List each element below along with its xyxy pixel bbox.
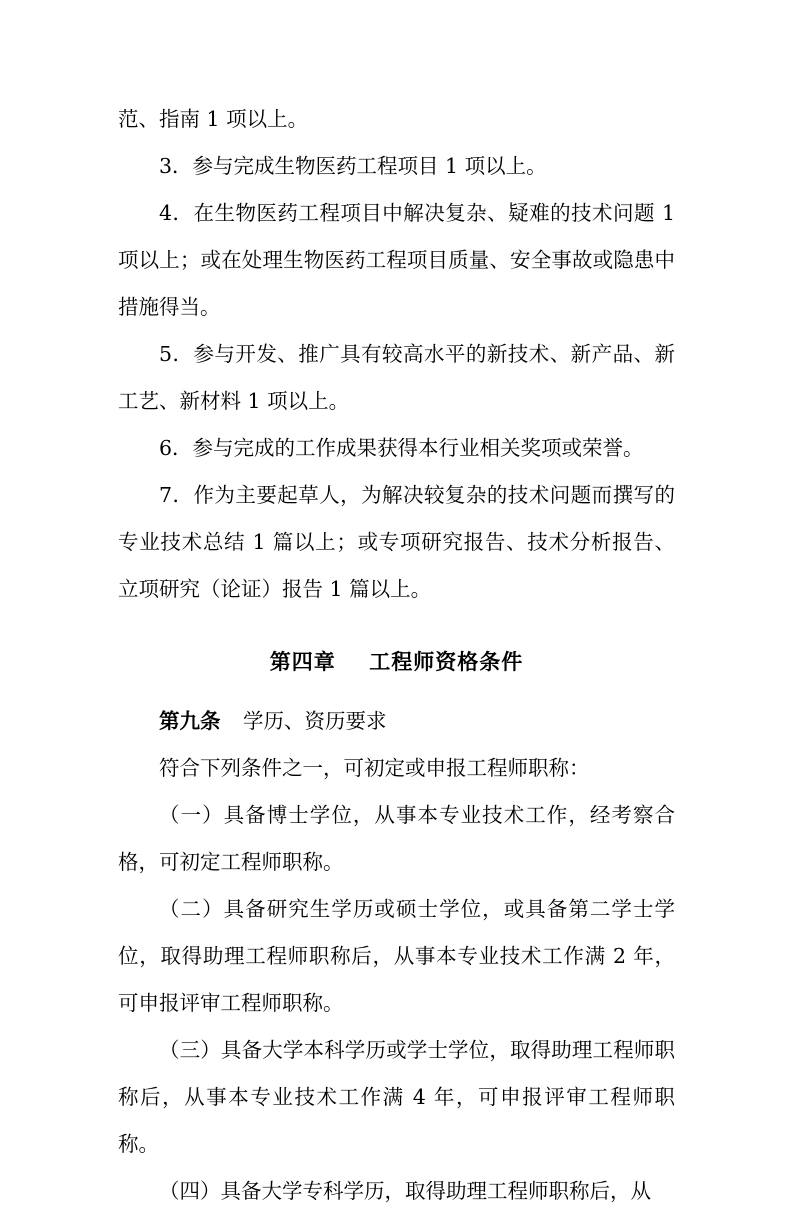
paragraph-item-6: 6．参与完成的工作成果获得本行业相关奖项或荣誉。 (159, 436, 644, 460)
paragraph-condition-2: （二）具备研究生学历或硕士学位，或具备第二学士学位，取得助理工程师职称后，从事本专业技术工作满 2 年，可申报评审工程师职称。 (118, 897, 675, 1015)
paragraph-condition-1: （一）具备博士学位，从事本专业技术工作，经考察合格，可初定工程师职称。 (118, 803, 675, 874)
article-label: 第九条 (159, 709, 221, 733)
article-title-text: 学历、资历要求 (243, 709, 387, 733)
paragraph-condition-4: （四）具备大学专科学历，取得助理工程师职称后，从 (159, 1179, 651, 1203)
paragraph-item-7: 7．作为主要起草人，为解决较复杂的技术问题而撰写的专业技术总结 1 篇以上；或专项研究报告、技术分析报告、立项研究（论证）报告 1 篇以上。 (118, 483, 675, 601)
paragraph-item-5: 5．参与开发、推广具有较高水平的新技术、新产品、新工艺、新材料 1 项以上。 (118, 342, 675, 413)
paragraph-lead: 符合下列条件之一，可初定或申报工程师职称： (159, 756, 590, 780)
article-heading (118, 698, 675, 745)
document-body (118, 96, 675, 1215)
paragraph-item-3: 3．参与完成生物医药工程项目 1 项以上。 (159, 154, 547, 178)
paragraph-item-4: 4．在生物医药工程项目中解决复杂、疑难的技术问题 1 项以上；或在处理生物医药工程项目质量、安全事故或隐患中措施得当。 (118, 201, 675, 319)
paragraph-continuation: 范、指南 1 项以上。 (118, 107, 309, 131)
paragraph-condition-3: （三）具备大学本科学历或学士学位，取得助理工程师职称后，从事本专业技术工作满 4 年，可申报评审工程师职称。 (118, 1038, 675, 1156)
chapter-heading (118, 639, 675, 686)
chapter-title-text: 工程师资格条件 (369, 650, 524, 674)
chapter-number: 第四章 (269, 650, 336, 674)
